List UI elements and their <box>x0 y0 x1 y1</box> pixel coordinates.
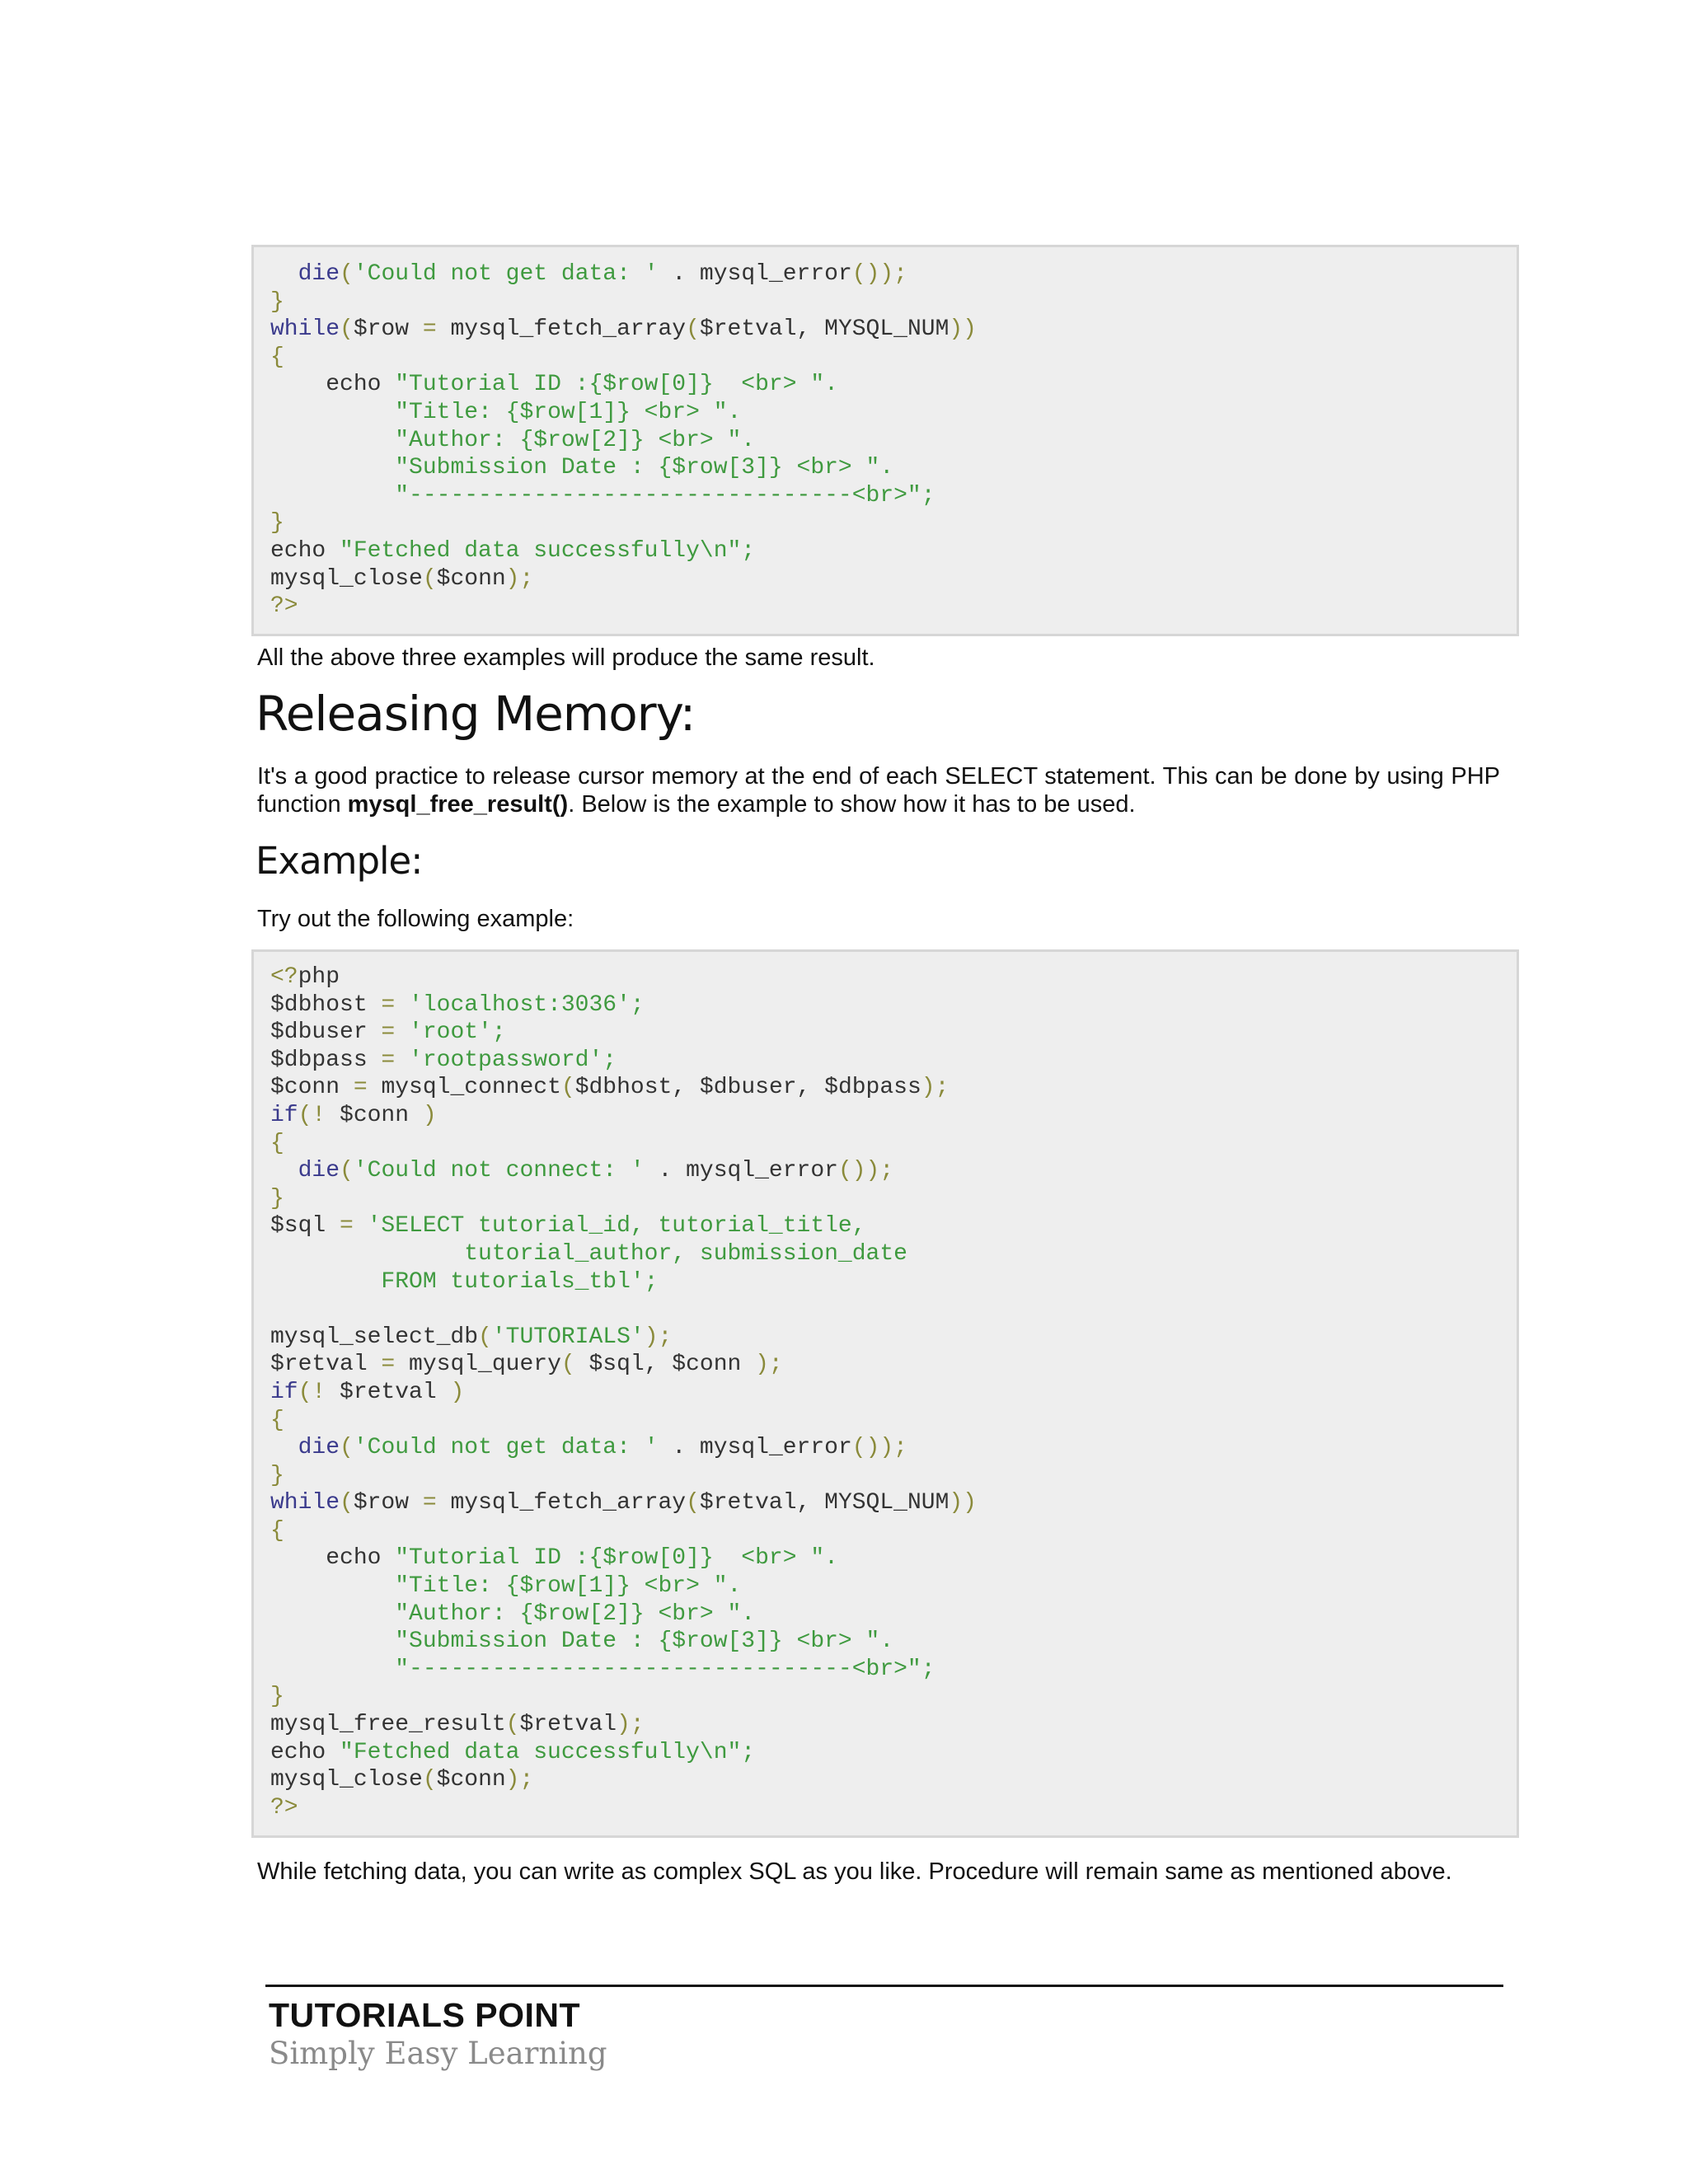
code-token: { <box>270 1130 284 1156</box>
code-token: die <box>298 261 340 287</box>
code-token: die <box>298 1435 340 1461</box>
code-token: "Author: {$row[2]} <br> ". <box>395 1601 756 1627</box>
code-line <box>270 1740 755 1765</box>
code-token: ( <box>505 1712 520 1738</box>
code-token <box>270 400 395 425</box>
code-token: 'root'; <box>395 1019 506 1046</box>
footer-divider <box>265 1985 1503 1987</box>
code-line <box>270 483 935 509</box>
code-token <box>270 483 395 509</box>
code-token: $dbpass <box>270 1047 382 1073</box>
code-token: $retval <box>326 1379 451 1405</box>
code-line <box>270 289 284 315</box>
code-token: ) <box>450 1379 465 1405</box>
footer-tagline: Simply Easy Learning <box>269 2036 607 2071</box>
code-token: } <box>270 1185 284 1212</box>
code-token: "Submission Date : {$row[3]} <br> ". <box>395 455 894 481</box>
code-line <box>270 344 284 370</box>
code-token: = <box>422 316 437 343</box>
code-block-2 <box>251 949 1519 1838</box>
code-token: mysql_close <box>270 565 423 592</box>
code-token <box>270 1158 298 1183</box>
code-token: $sql, $conn <box>574 1352 756 1378</box>
code-line <box>270 992 645 1018</box>
code-token: $retval <box>519 1712 617 1738</box>
code-token: ) <box>422 1102 437 1128</box>
code-token: $conn <box>270 1075 354 1101</box>
code-token: . mysql_error <box>658 261 852 287</box>
heading-example: Example: <box>256 839 423 883</box>
code-token: 'Could not get data: ' <box>353 261 659 287</box>
code-line <box>270 428 755 453</box>
code-line <box>270 593 298 619</box>
code-token: )) <box>949 316 977 343</box>
code-token: = <box>381 991 396 1018</box>
code-token: ( <box>340 261 354 287</box>
text-same-result: All the above three examples will produce the same result. <box>257 644 875 671</box>
code-token: ); <box>921 1075 950 1101</box>
code-line <box>270 538 755 564</box>
code-token: 'SELECT tutorial_id, tutorial_title, <box>353 1213 866 1240</box>
code-token: if <box>270 1379 298 1405</box>
code-line <box>270 1795 298 1821</box>
code-line <box>270 1435 907 1460</box>
code-line <box>270 1380 464 1405</box>
code-line <box>270 400 741 425</box>
code-line <box>270 1629 893 1654</box>
code-token: . mysql_error <box>658 1435 852 1461</box>
code-token: ( <box>340 1435 354 1461</box>
code-token: { <box>270 344 284 370</box>
code-token <box>270 1601 395 1627</box>
code-token: $retval <box>270 1352 382 1378</box>
code-token: ); <box>644 1324 673 1350</box>
code-token: "Fetched data successfully\n"; <box>340 537 756 564</box>
code-line <box>270 1684 284 1709</box>
code-token: ( <box>340 1490 354 1516</box>
code-token: ( <box>422 1767 437 1793</box>
release-text-bold: mysql_free_result() <box>347 791 569 818</box>
code-token: } <box>270 510 284 537</box>
footer-brand: TUTORIALS POINT <box>269 1996 581 2034</box>
code-token: "Title: {$row[1]} <br> ". <box>395 399 742 425</box>
code-line <box>270 1186 284 1212</box>
code-line <box>270 1712 645 1737</box>
code-token: $retval, MYSQL_NUM <box>699 316 950 343</box>
code-token: } <box>270 1462 284 1488</box>
code-line <box>270 261 907 287</box>
code-token: $sql <box>270 1213 340 1240</box>
code-token: die <box>298 1158 340 1184</box>
code-token: 'Could not get data: ' <box>353 1435 659 1461</box>
code-token: } <box>270 288 284 315</box>
code-token: mysql_fetch_array <box>436 1490 687 1516</box>
code-token: while <box>270 1490 340 1516</box>
code-token <box>270 1629 395 1654</box>
code-line <box>270 1657 935 1682</box>
code-token: ( <box>560 1075 575 1101</box>
code-token: $conn <box>436 565 506 592</box>
code-token <box>270 1657 395 1682</box>
code-token: ( <box>560 1352 575 1378</box>
code-line <box>270 1103 437 1128</box>
code-token: ( <box>422 565 437 592</box>
code-token: ( <box>686 316 700 343</box>
code-line <box>270 372 838 397</box>
code-token: tutorial_author, submission_date <box>270 1240 907 1267</box>
code-token: "--------------------------------<br>"; <box>395 1656 935 1682</box>
code-token: = <box>353 1075 368 1101</box>
code-token: mysql_query <box>395 1352 561 1378</box>
code-token: echo <box>270 537 340 564</box>
code-token: )) <box>949 1490 977 1516</box>
code-line <box>270 455 893 480</box>
code-line <box>270 1573 741 1599</box>
code-line <box>270 1019 506 1045</box>
code-token: ( <box>686 1490 700 1516</box>
code-token: FROM tutorials_tbl'; <box>270 1268 659 1295</box>
code-line <box>270 1075 949 1100</box>
code-token: $row <box>353 1490 423 1516</box>
text-try: Try out the following example: <box>257 906 574 932</box>
code-token: echo <box>270 372 396 398</box>
code-token: "Title: {$row[1]} <br> ". <box>395 1573 742 1600</box>
code-token: ()); <box>851 1435 907 1461</box>
code-token: mysql_close <box>270 1767 423 1793</box>
code-line <box>270 1518 284 1544</box>
code-line <box>270 1047 617 1073</box>
code-token: $conn <box>436 1767 506 1793</box>
code-block-2-text <box>270 963 977 1821</box>
code-token: $dbhost, $dbuser, $dbpass <box>574 1075 921 1101</box>
code-token: = <box>340 1213 354 1240</box>
code-line <box>270 1213 866 1239</box>
code-token: if <box>270 1102 298 1128</box>
code-token <box>270 261 298 287</box>
code-token: mysql_select_db <box>270 1324 479 1350</box>
code-token: ( <box>340 316 354 343</box>
release-text-1: It's a good practice to release cursor memory at the end of each SELECT statement. This can be done by using PHP function <box>257 763 1500 818</box>
code-block-1-text <box>270 260 977 621</box>
text-complex-sql: While fetching data, you can write as complex SQL as you like. Procedure will remain same as mentioned above. <box>257 1858 1452 1885</box>
code-token: 'rootpassword'; <box>395 1047 617 1073</box>
code-token: mysql_connect <box>367 1075 561 1101</box>
code-token: "Author: {$row[2]} <br> ". <box>395 427 756 453</box>
code-token: (! <box>298 1379 326 1405</box>
heading-releasing-memory: Releasing Memory: <box>256 686 696 742</box>
code-token: "Submission Date : {$row[3]} <br> ". <box>395 1629 894 1655</box>
code-line <box>270 1131 284 1156</box>
code-token: ( <box>478 1324 492 1350</box>
code-line <box>270 1158 893 1183</box>
release-text-2: . Below is the example to show how it has to be used. <box>568 791 1136 818</box>
code-token: = <box>422 1490 437 1516</box>
code-token: "Fetched data successfully\n"; <box>340 1739 756 1765</box>
release-paragraph <box>257 762 1500 818</box>
code-token: 'Could not connect: ' <box>353 1158 645 1184</box>
code-token: 'TUTORIALS' <box>491 1324 645 1350</box>
code-token: ?> <box>270 593 298 620</box>
code-token: ); <box>755 1352 783 1378</box>
code-token <box>270 1573 395 1599</box>
code-token: = <box>381 1352 396 1378</box>
code-token: ); <box>505 565 534 592</box>
code-token: ()); <box>851 261 907 287</box>
code-token: mysql_fetch_array <box>436 316 687 343</box>
code-token: = <box>381 1047 396 1073</box>
code-token: ); <box>617 1712 645 1738</box>
code-line <box>270 1352 783 1377</box>
code-token: <? <box>270 964 298 990</box>
code-token: php <box>298 964 340 990</box>
code-line <box>270 1269 658 1295</box>
code-token: (! <box>298 1102 326 1128</box>
code-token: $conn <box>326 1102 423 1128</box>
code-token: ); <box>505 1767 534 1793</box>
code-token <box>270 1435 298 1460</box>
code-token: { <box>270 1517 284 1544</box>
code-token: "Tutorial ID :{$row[0]} <br> ". <box>395 1545 838 1572</box>
code-token: } <box>270 1684 284 1710</box>
code-line <box>270 1324 672 1350</box>
code-line <box>270 1463 284 1488</box>
code-token: = <box>381 1019 396 1046</box>
code-token: . mysql_error <box>644 1158 838 1184</box>
code-line <box>270 1408 284 1433</box>
code-token: $retval, MYSQL_NUM <box>699 1490 950 1516</box>
code-token: echo <box>270 1545 396 1572</box>
code-line <box>270 510 284 536</box>
code-line <box>270 1767 533 1793</box>
code-line <box>270 964 340 990</box>
code-token: ?> <box>270 1794 298 1821</box>
code-line <box>270 1545 838 1571</box>
code-token: $dbhost <box>270 991 382 1018</box>
code-token: $dbuser <box>270 1019 382 1046</box>
code-token <box>270 455 395 480</box>
code-line <box>270 1490 977 1516</box>
code-token: while <box>270 316 340 343</box>
code-line <box>270 1601 755 1627</box>
code-token: 'localhost:3036'; <box>395 991 645 1018</box>
code-token: mysql_free_result <box>270 1712 506 1738</box>
code-line <box>270 1241 907 1267</box>
code-token: ()); <box>837 1158 894 1184</box>
code-block-1 <box>251 245 1519 636</box>
code-token: { <box>270 1407 284 1433</box>
code-token: $row <box>353 316 423 343</box>
code-token: echo <box>270 1739 340 1765</box>
code-token: "Tutorial ID :{$row[0]} <br> ". <box>395 372 838 398</box>
code-line <box>270 566 533 592</box>
code-token: "--------------------------------<br>"; <box>395 482 935 509</box>
code-token: ( <box>340 1158 354 1184</box>
code-token <box>270 428 395 453</box>
code-line <box>270 316 977 342</box>
